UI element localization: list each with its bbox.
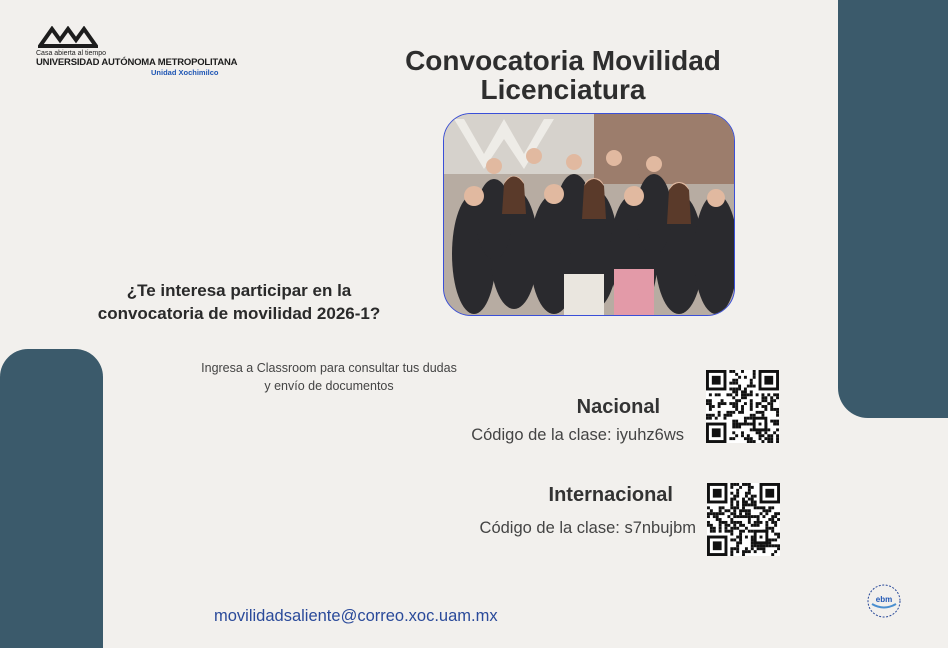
decorative-panel-left xyxy=(0,349,103,648)
title-line-1: Convocatoria Movilidad xyxy=(405,45,721,76)
ebm-badge-label: ebm xyxy=(875,595,893,604)
contact-email[interactable]: movilidadsaliente@correo.xoc.uam.mx xyxy=(214,607,498,625)
logo-university: UNIVERSIDAD AUTÓNOMA METROPOLITANA xyxy=(36,57,238,68)
hint-line-1: Ingresa a Classroom para consultar tus dudas xyxy=(201,361,457,375)
qr-code-internacional[interactable] xyxy=(707,483,780,556)
nacional-class-code: Código de la clase: iyuhz6ws xyxy=(471,426,684,444)
question-line-1: ¿Te interesa participar en la xyxy=(126,281,352,300)
title-line-2: Licenciatura xyxy=(480,74,646,105)
page-title xyxy=(360,46,766,104)
hint-line-2: y envío de documentos xyxy=(264,379,394,393)
logo-tagline: Casa abierta al tiempo xyxy=(36,50,107,57)
internacional-heading: Internacional xyxy=(548,484,673,506)
internacional-class-code: Código de la clase: s7nbujbm xyxy=(479,519,696,537)
uam-logo xyxy=(36,26,236,78)
question-text xyxy=(60,279,418,325)
question-line-2: convocatoria de movilidad 2026-1? xyxy=(97,304,381,323)
ebm-badge xyxy=(864,583,904,619)
decorative-panel-right xyxy=(838,0,948,418)
uam-logo-icon xyxy=(38,26,98,48)
nacional-heading: Nacional xyxy=(576,396,660,418)
logo-unit: Unidad Xochimilco xyxy=(151,68,219,77)
qr-code-nacional[interactable] xyxy=(706,370,779,443)
group-photo xyxy=(443,113,735,316)
classroom-hint xyxy=(166,359,492,395)
